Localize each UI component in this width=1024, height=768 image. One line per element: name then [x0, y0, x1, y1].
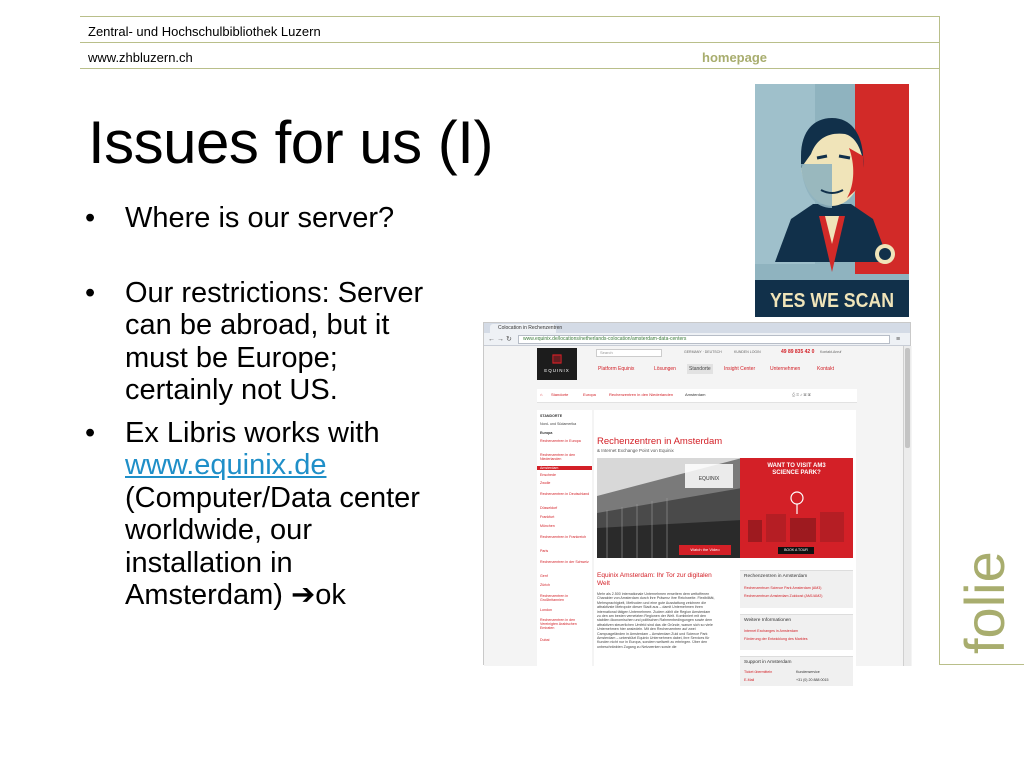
leftnav-item[interactable]: Frankfurt [540, 515, 555, 519]
menu-insight-center[interactable]: Insight Center [724, 366, 756, 372]
sidebar-box-more-info [740, 614, 853, 650]
hero-logo-text: EQUINIX [698, 476, 720, 482]
box-info: Kundenservice [796, 670, 820, 674]
leftnav-item[interactable]: Enschede [540, 473, 556, 477]
breadcrumb [537, 389, 857, 403]
back-icon[interactable]: ← [488, 336, 495, 343]
bullet-item [85, 417, 445, 612]
poster-caption: YES WE SCAN [770, 290, 894, 312]
site-search-input[interactable]: Search [596, 349, 662, 357]
section-heading: Equinix Amsterdam: Ihr Tor zur digitalen Welt [597, 572, 712, 587]
bullet-text: Our restrictions: Server can be abroad, but it must be Europe; certainly not US. [125, 276, 424, 406]
leftnav-item[interactable]: Rechenzentren in den Niederlanden [540, 453, 576, 462]
tour-promo-banner[interactable] [740, 458, 853, 558]
bullet-item [85, 277, 445, 407]
main-content [594, 410, 856, 682]
leftnav-item[interactable]: Rechenzentren in Frankreich [540, 535, 587, 539]
leftnav-item[interactable]: Zwolle [540, 481, 551, 485]
browser-tab[interactable]: Colocation in Rechenzentren [490, 324, 556, 333]
homepage-link[interactable]: homepage [702, 50, 768, 65]
bullet-item [85, 202, 445, 235]
box-title: Weitere Informationen [744, 618, 792, 623]
left-navigation [537, 410, 592, 666]
leftnav-item[interactable]: Dubai [540, 638, 550, 642]
leftnav-item[interactable]: Rechenzentren in Großbritannien [540, 594, 569, 603]
header-bottom-rule [80, 68, 940, 69]
leftnav-item[interactable]: Genf [540, 574, 548, 578]
equinix-link[interactable]: www.equinix.de [125, 449, 327, 481]
box-info: +31 (0) 20 888 0015 [796, 678, 829, 682]
leftnav-item[interactable]: Rechenzentren in Deutschland [540, 492, 590, 496]
reload-icon[interactable]: ↻ [506, 336, 512, 343]
slide-title: Issues for us (I) [88, 109, 493, 176]
share-icons[interactable]: ⎙ ✉ ⤴ ▣ ▣ [792, 392, 811, 397]
right-bottom-rule [939, 664, 1024, 665]
promo-map-illustration [740, 458, 853, 558]
bullet-list [85, 202, 445, 612]
intro-paragraph: Mehr als 2.500 internationale Unternehmen erweitern dem weltoffenen Charakter von Amsterdam durch ihre Präsenz ihre Reichweite. Flexibilität, Mehrsprachigkeit, Methoden und eine gute Ausstattung zeichnen die attraktivste Metropole dieser Stadt aus – damit Unternehmen ihren international tätigen Unternehmen. Zudem zählt die Region Amsterdam zu den am besten vernetzten Regionen der Welt. Kombiniert mit den stabilen ökonomischen und politischen Rahmenbedingungen sowie dem attraktiven steuerlichen Umfeld sind das die Gründe, warum sich so viele Unternehmen hier ansiedeln. Mit den Rechenzentren auf zwei Campusgeländen in Amsterdam – Amsterdam Zuid und Science Park Amsterdam – unterstützt Equinix Unternehmen dabei, ihre Services für Kunden nicht nur in Europa, sondern weltweit zu erbringen. Über den unbeschränkten Zugang zu Netzwerken sowie die [597, 592, 715, 649]
hero-image [597, 458, 742, 558]
scrollbar-thumb[interactable] [905, 348, 910, 448]
menu-company[interactable]: Unternehmen [770, 366, 801, 372]
forward-icon[interactable]: → [497, 336, 504, 343]
breadcrumb-item: Amsterdam [685, 392, 706, 397]
menu-platform[interactable]: Platform Equinix [598, 366, 635, 372]
equinix-logo-text: EQUINIX [544, 368, 570, 373]
bullet-text: (Computer/Data center worldwide, our installation in Amsterdam) [125, 481, 420, 611]
browser-tab-bar [484, 323, 910, 333]
box-link[interactable]: Rechenzentrum Amsterdam Zuidoost (AM1/AM2) [744, 594, 823, 598]
institution-url[interactable]: www.zhbluzern.ch [88, 50, 193, 65]
browser-scrollbar[interactable] [903, 346, 911, 666]
browser-toolbar [484, 333, 910, 346]
leftnav-item-selected[interactable]: Amsterdam [537, 466, 592, 470]
poster-illustration [755, 84, 909, 317]
obama-poster-image [755, 84, 909, 317]
leftnav-item[interactable]: London [540, 608, 552, 612]
box-link[interactable]: E-Mail [744, 678, 755, 682]
leftnav-heading: STANDORTE [540, 414, 563, 418]
equinix-logo[interactable] [537, 348, 577, 380]
box-link[interactable]: Ticket übermitteln [744, 670, 773, 674]
sidebar-box-support [740, 656, 853, 686]
address-bar[interactable]: www.equinix.de/locations/netherlands-colocation/amsterdam-data-centers [518, 335, 890, 344]
right-frame-line [939, 16, 940, 665]
leftnav-item[interactable]: Zürich [540, 583, 550, 587]
equinix-logo-icon [552, 354, 562, 364]
box-title: Rechenzentren in Amsterdam [744, 574, 808, 579]
leftnav-item[interactable]: Rechenzentren in den Vereinigten Arabischen Emiraten [540, 618, 577, 631]
bullet-text: ok [315, 579, 346, 611]
phone-note: Kontakt-Anruf [820, 350, 842, 354]
phone-number: 49 89 835 42 0 [781, 349, 815, 355]
menu-solutions[interactable]: Lösungen [654, 366, 676, 372]
header-top-rule [80, 16, 940, 17]
breadcrumb-item[interactable]: Europa [583, 392, 596, 397]
web-page [484, 346, 912, 682]
breadcrumb-item[interactable]: Rechenzentren in den Niederlanden [609, 392, 674, 397]
bullet-text: Where is our server? [125, 202, 395, 234]
box-title: Support in Amsterdam [744, 660, 792, 665]
page-subheading: & Internet Exchange Point von Equinix [597, 448, 674, 453]
institution-name: Zentral- und Hochschulbibliothek Luzern [88, 24, 321, 39]
leftnav-item[interactable]: Düsseldorf [540, 506, 558, 510]
leftnav-item[interactable]: München [540, 524, 555, 528]
arrow-icon: ➔ [290, 579, 316, 611]
box-link[interactable]: Internet Exchanges in Amsterdam [744, 629, 798, 633]
customer-login-link[interactable]: KUNDEN LOGIN [734, 350, 761, 354]
book-a-tour-button[interactable]: BOOK A TOUR [778, 547, 814, 554]
menu-contact[interactable]: Kontakt [817, 366, 834, 372]
leftnav-item[interactable]: Europa [540, 431, 553, 435]
side-label-text: folie [953, 551, 1016, 654]
menu-icon[interactable]: ≡ [896, 336, 901, 343]
side-label [952, 544, 1014, 656]
box-link[interactable]: Rechenzentrum Science Park Amsterdam (AM3) [744, 586, 822, 590]
bullet-text: Ex Libris works with [125, 416, 380, 449]
menu-locations[interactable]: Standorte [689, 366, 711, 372]
leftnav-item[interactable]: Paris [540, 549, 549, 553]
leftnav-item[interactable]: Rechenzentren in der Schweiz [540, 560, 589, 564]
data-center-building-image [597, 458, 742, 558]
home-icon[interactable]: ⌂ [540, 392, 543, 397]
sidebar-box-datacenters [740, 570, 853, 608]
equinix-website-screenshot [483, 322, 911, 682]
box-link[interactable]: Förderung der Entwicklung des Marktes [744, 637, 808, 641]
promo-title: WANT TO VISIT AM3 SCIENCE PARK? [767, 463, 826, 476]
watch-video-button[interactable]: Watch the Video [679, 545, 731, 555]
breadcrumb-item[interactable]: Standorte [551, 392, 569, 397]
language-selector[interactable]: GERMANY · DEUTSCH [684, 350, 722, 354]
leftnav-item[interactable]: Rechenzentren in Europa [540, 439, 581, 443]
page-heading: Rechenzentren in Amsterdam [597, 436, 723, 447]
header-middle-rule [80, 42, 940, 43]
leftnav-item[interactable]: Nord- und Südamerika [540, 422, 577, 426]
